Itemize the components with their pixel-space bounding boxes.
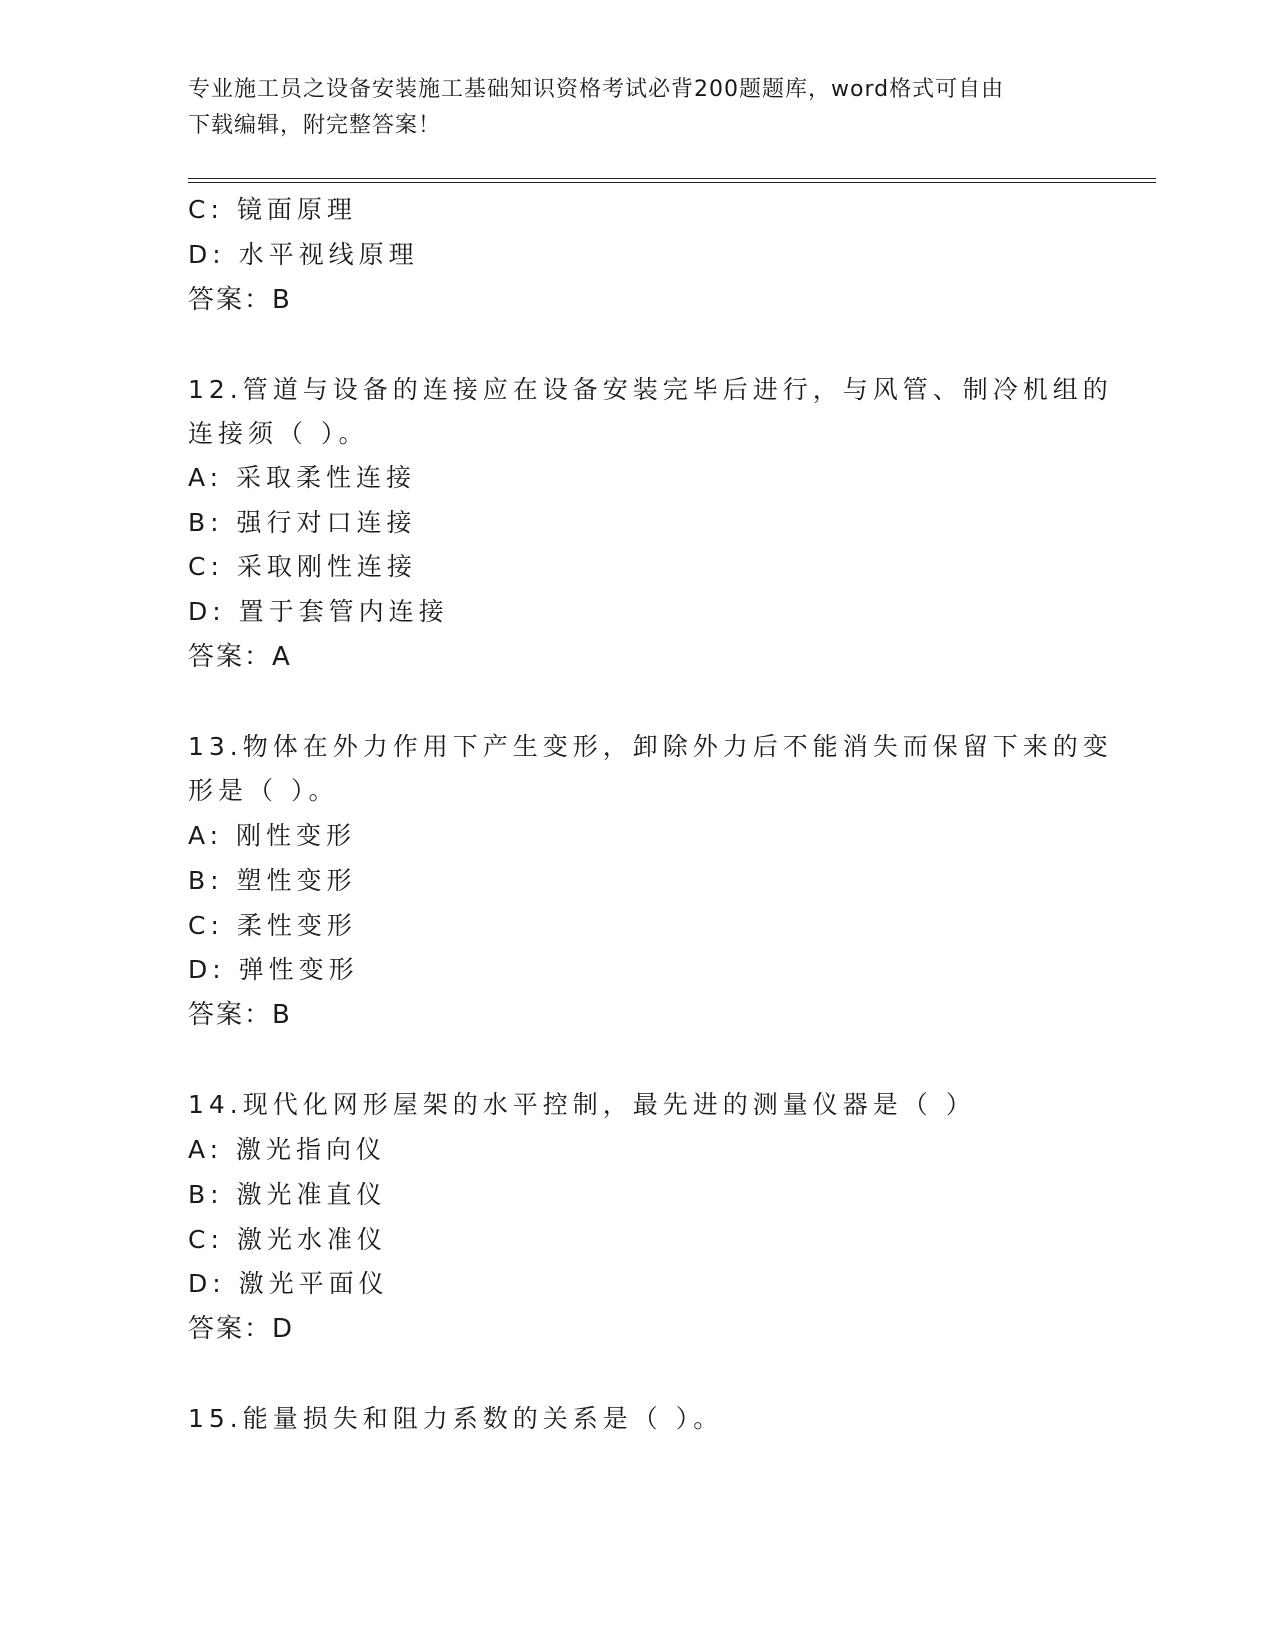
q13-answer: 答案：B	[188, 1000, 292, 1030]
q13-option-c: C: 柔性变形	[188, 911, 357, 940]
q14-option-b: B: 激光准直仪	[188, 1180, 387, 1209]
q12-option-a: A: 采取柔性连接	[188, 463, 417, 492]
header-line-2: 下载编辑，附完整答案！	[188, 113, 442, 138]
q11-option-d: D: 水平视线原理	[188, 240, 419, 269]
q12-option-c: C: 采取刚性连接	[188, 552, 417, 581]
q11-option-c: C: 镜面原理	[188, 195, 357, 224]
q11-answer: 答案：B	[188, 285, 292, 315]
q13-option-d: D: 弹性变形	[188, 955, 359, 984]
q12-stem-line-1: 12.管道与设备的连接应在设备安装完毕后进行，与风管、制冷机组的	[188, 375, 1113, 404]
q15-stem-line-1: 15.能量损失和阻力系数的关系是（ ）。	[188, 1404, 724, 1433]
q14-option-a: A: 激光指向仪	[188, 1135, 387, 1164]
document-header	[188, 72, 1088, 144]
header-divider-top	[188, 178, 1156, 179]
q13-stem-line-1: 13.物体在外力作用下产生变形，卸除外力后不能消失而保留下来的变	[188, 732, 1113, 761]
q14-option-c: C: 激光水准仪	[188, 1225, 387, 1254]
q12-answer: 答案：A	[188, 642, 292, 672]
header-line-1: 专业施工员之设备安装施工基础知识资格考试必背200题题库，word格式可自由	[188, 77, 1005, 102]
q14-answer: 答案：D	[188, 1314, 295, 1344]
header-divider-bottom	[188, 182, 1156, 183]
q13-option-b: B: 塑性变形	[188, 866, 357, 895]
q13-option-a: A: 刚性变形	[188, 821, 357, 850]
q13-stem-line-2: 形是（ ）。	[188, 776, 339, 805]
q14-stem-line-1: 14.现代化网形屋架的水平控制，最先进的测量仪器是（ ）	[188, 1090, 976, 1119]
q12-stem-line-2: 连接须（ ）。	[188, 419, 369, 448]
q12-option-b: B: 强行对口连接	[188, 508, 417, 537]
q12-option-d: D: 置于套管内连接	[188, 597, 449, 626]
q14-option-d: D: 激光平面仪	[188, 1269, 389, 1298]
